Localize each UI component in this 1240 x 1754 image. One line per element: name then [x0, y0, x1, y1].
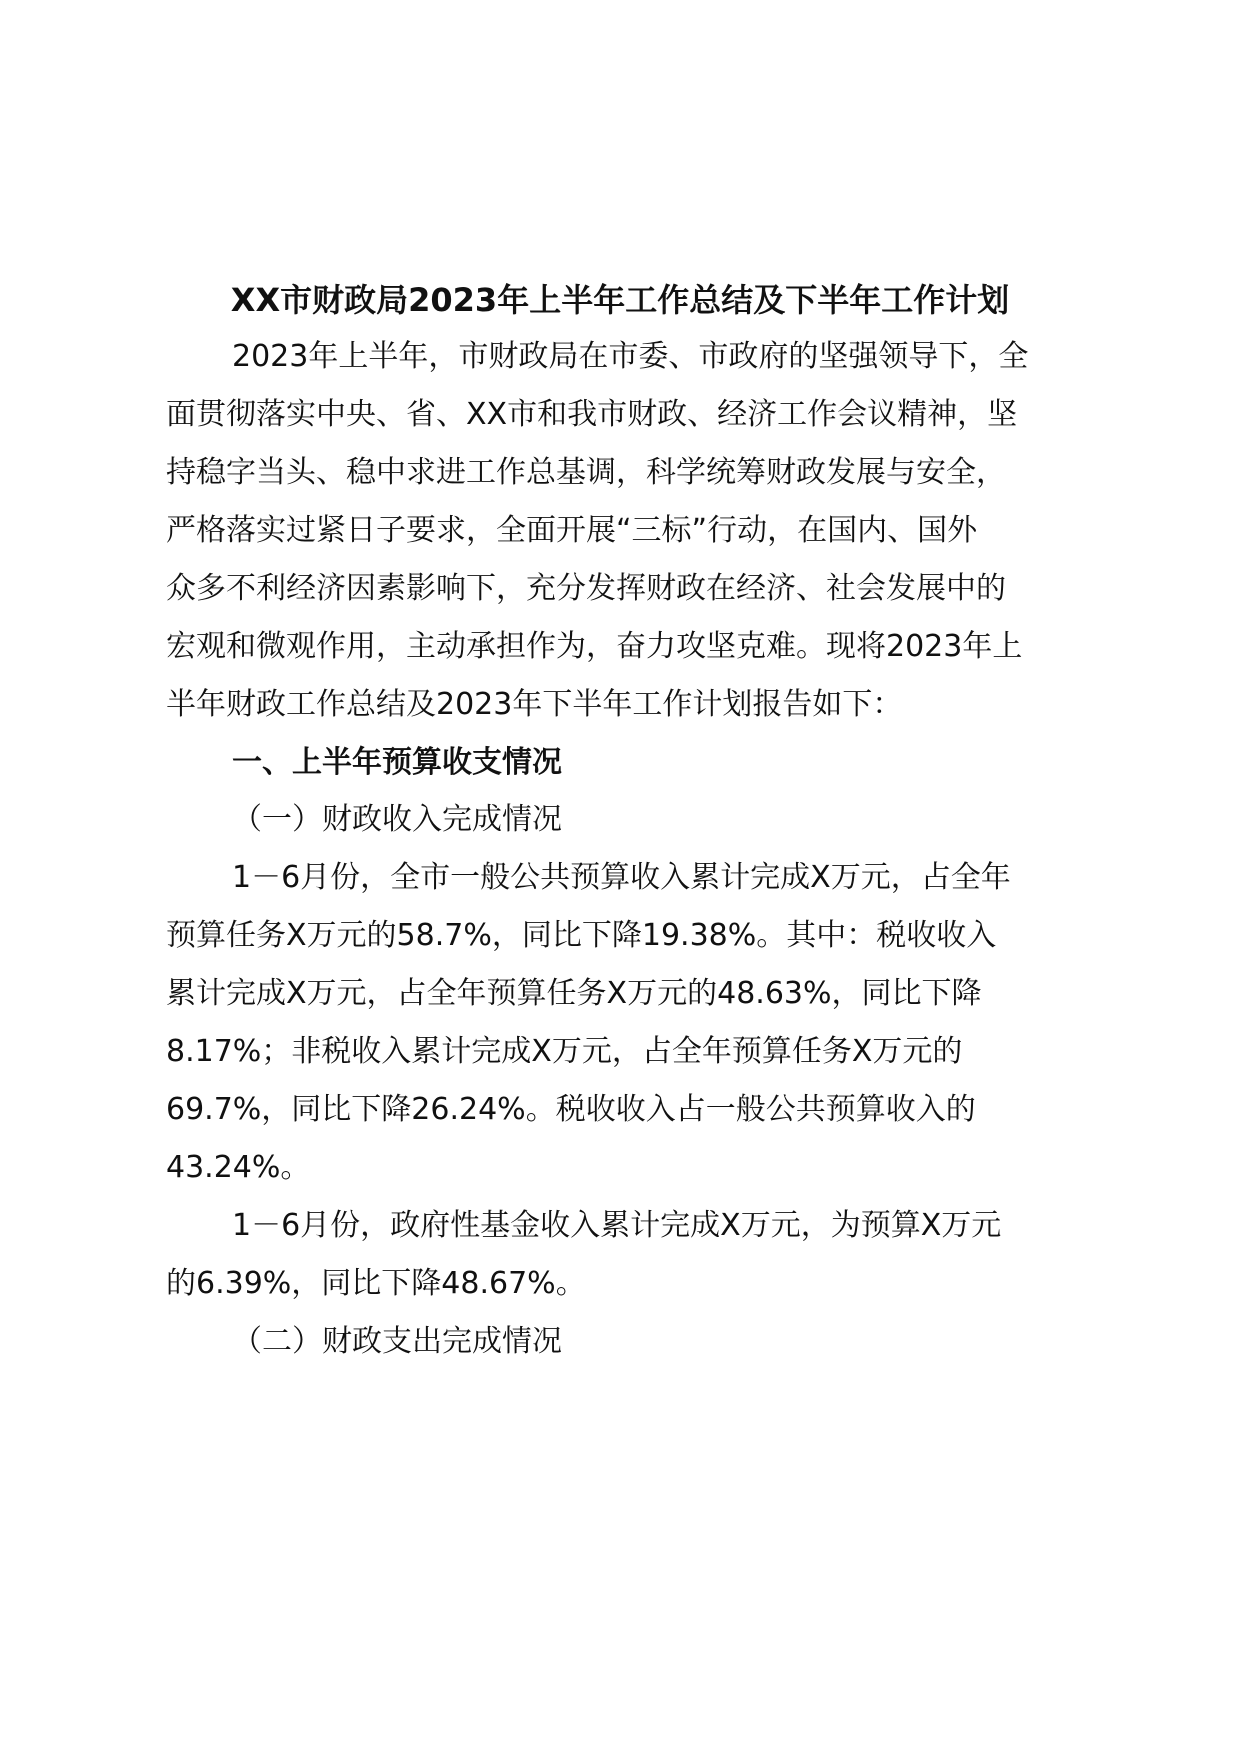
text-line: 43.24%。	[166, 1150, 311, 1185]
text-line: 持稳字当头、稳中求进工作总基调，科学统筹财政发展与安全，	[166, 455, 1006, 490]
text-line: 累计完成X万元，占全年预算任务X万元的48.63%，同比下降	[166, 976, 982, 1011]
text-line: 预算任务X万元的58.7%，同比下降19.38%。其中：税收收入	[166, 918, 997, 953]
section-heading: 一、上半年预算收支情况	[232, 745, 562, 780]
text-line: 1－6月份，政府性基金收入累计完成X万元，为预算X万元	[232, 1208, 1002, 1243]
text-line: 半年财政工作总结及2023年下半年工作计划报告如下：	[166, 687, 903, 722]
text-line: 8.17%；非税收入累计完成X万元，占全年预算任务X万元的	[166, 1034, 963, 1069]
subsection-heading: （一）财政收入完成情况	[232, 802, 562, 837]
subsection-heading: （二）财政支出完成情况	[232, 1324, 562, 1359]
document-title: XX市财政局2023年上半年工作总结及下半年工作计划	[230, 281, 1010, 319]
text-line: 的6.39%，同比下降48.67%。	[166, 1266, 586, 1301]
text-line: 1－6月份，全市一般公共预算收入累计完成X万元，占全年	[232, 860, 1011, 895]
text-line: 严格落实过紧日子要求，全面开展“三标”行动，在国内、国外	[166, 513, 978, 548]
text-line: 众多不利经济因素影响下，充分发挥财政在经济、社会发展中的	[166, 571, 1006, 606]
text-line: 69.7%，同比下降26.24%。税收收入占一般公共预算收入的	[166, 1092, 976, 1127]
text-line: 宏观和微观作用，主动承担作为，奋力攻坚克难。现将2023年上	[166, 629, 1023, 664]
text-line: 2023年上半年，市财政局在市委、市政府的坚强领导下，全	[232, 339, 1029, 374]
text-line: 面贯彻落实中央、省、XX市和我市财政、经济工作会议精神，坚	[166, 397, 1018, 432]
